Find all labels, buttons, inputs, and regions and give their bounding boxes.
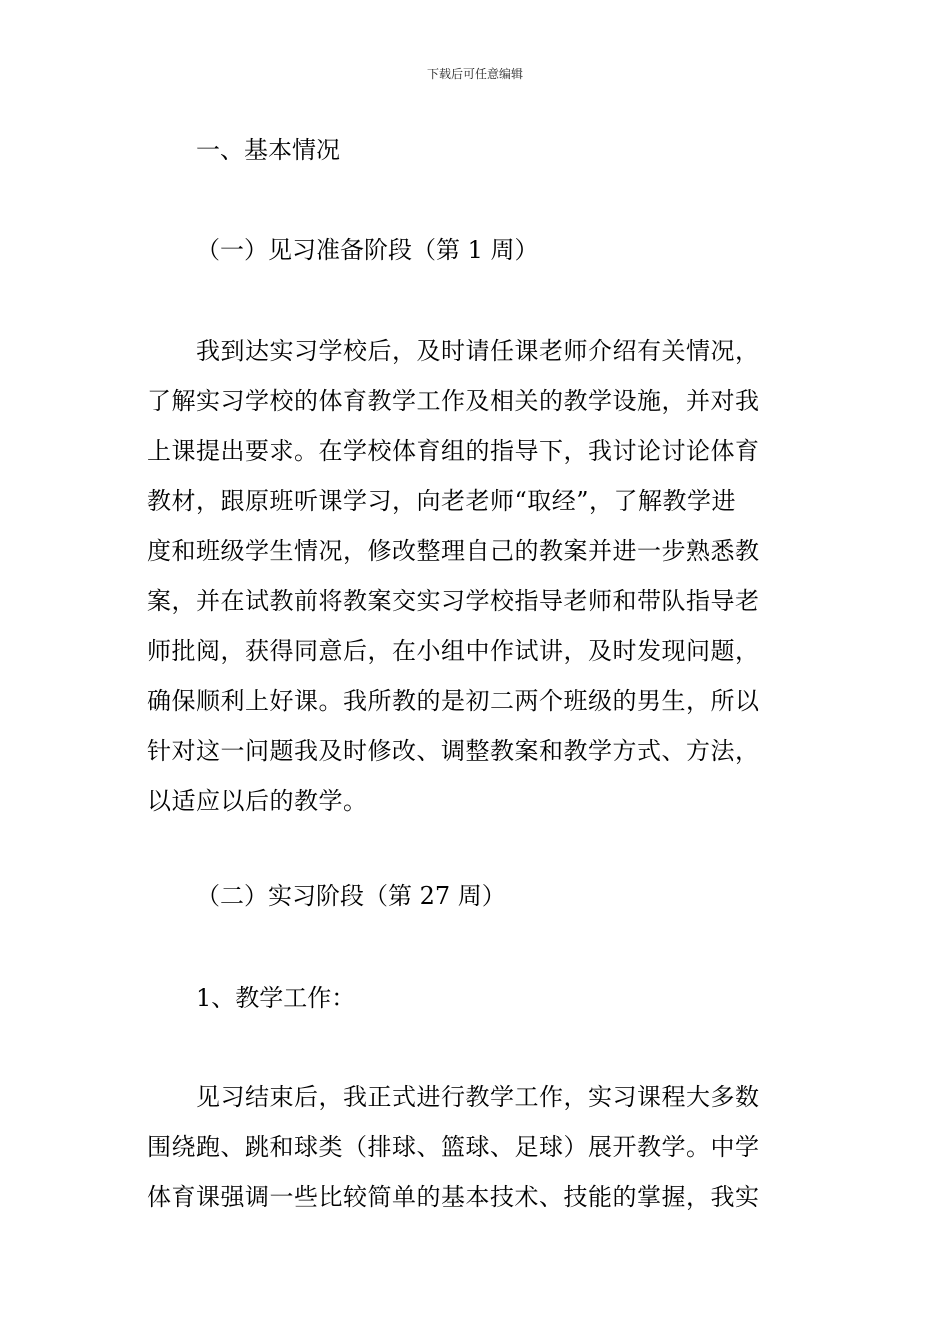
paragraph-line: 针对这一问题我及时修改、调整教案和教学方式、方法， xyxy=(147,737,760,765)
paragraph-line: 见习结束后，我正式进行教学工作，实习课程大多数 xyxy=(196,1083,760,1111)
paragraph-line: 案，并在试教前将教案交实习学校指导老师和带队指导老 xyxy=(147,587,760,615)
paragraph-line: 以适应以后的教学。 xyxy=(147,787,368,815)
paragraph-line: 确保顺利上好课。我所教的是初二两个班级的男生，所以 xyxy=(147,687,760,715)
paragraph-line: 师批阅，获得同意后，在小组中作试讲，及时发现问题， xyxy=(147,637,760,665)
paragraph-line: 体育课强调一些比较简单的基本技术、技能的掌握，我实 xyxy=(147,1183,760,1211)
paragraph-line: 围绕跑、跳和球类（排球、篮球、足球）展开教学。中学 xyxy=(147,1133,760,1161)
subsection-heading-preparation: （一）见习准备阶段（第 1 周） xyxy=(196,236,539,264)
section-heading-basic-situation: 一、基本情况 xyxy=(196,136,340,164)
paragraph-line: 了解实习学校的体育教学工作及相关的教学设施，并对我 xyxy=(147,387,760,415)
item-heading-teaching-work: 1、教学工作： xyxy=(196,984,356,1012)
paragraph-line: 上课提出要求。在学校体育组的指导下，我讨论讨论体育 xyxy=(147,437,760,465)
paragraph-preparation xyxy=(147,333,807,833)
paragraph-line: 我到达实习学校后，及时请任课老师介绍有关情况， xyxy=(196,337,760,365)
paragraph-line: 教材，跟原班听课学习，向老老师“取经”，了解教学进 xyxy=(147,487,737,515)
page-header: 下载后可任意编辑 xyxy=(426,67,523,81)
paragraph-line: 度和班级学生情况，修改整理自己的教案并进一步熟悉教 xyxy=(147,537,760,565)
subsection-heading-internship: （二）实习阶段（第 27 周） xyxy=(196,882,506,910)
paragraph-teaching-work xyxy=(147,1079,807,1229)
